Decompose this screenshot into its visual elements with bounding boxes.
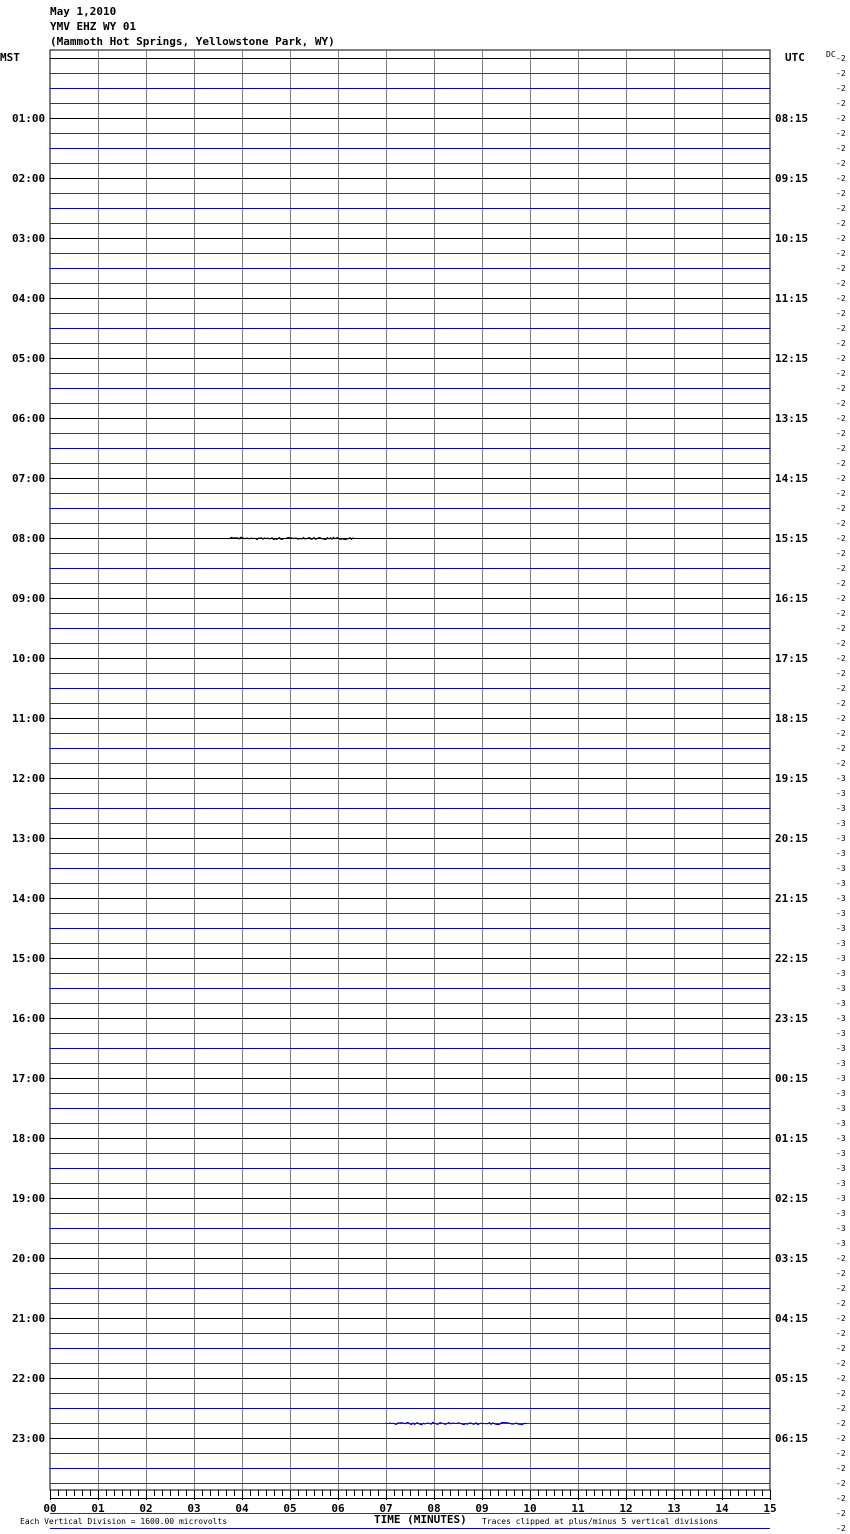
- dc-offset-label: -2: [836, 594, 846, 603]
- x-tick-label: 04: [235, 1502, 249, 1515]
- dc-offset-label: -3: [836, 1044, 846, 1053]
- dc-offset-label: -2: [836, 714, 846, 723]
- dc-offset-label: -2: [836, 414, 846, 423]
- dc-offset-label: -3: [836, 1164, 846, 1173]
- dc-offset-label: -3: [836, 909, 846, 918]
- right-hour-label: 14:15: [775, 472, 809, 485]
- dc-offset-label: -2: [836, 384, 846, 393]
- dc-offset-label: -2: [836, 114, 846, 123]
- dc-offset-label: -3: [836, 1194, 846, 1203]
- x-tick-label: 00: [43, 1502, 57, 1515]
- dc-offset-label: -2: [836, 489, 846, 498]
- dc-offset-label: -2: [836, 1314, 846, 1323]
- left-hour-label: 06:00: [12, 412, 46, 425]
- station-location: (Mammoth Hot Springs, Yellowstone Park, WY): [50, 35, 335, 48]
- right-hour-label: 16:15: [775, 592, 809, 605]
- left-hour-label: 09:00: [12, 592, 46, 605]
- dc-offset-label: -2: [836, 1449, 846, 1458]
- dc-offset-label: -2: [836, 99, 846, 108]
- dc-offset-label: -3: [836, 969, 846, 978]
- dc-offset-label: -2: [836, 1494, 846, 1503]
- dc-offset-label: -2: [836, 729, 846, 738]
- dc-offset-label: -2: [836, 129, 846, 138]
- dc-offset-label: -2: [836, 309, 846, 318]
- dc-offset-label: -3: [836, 1209, 846, 1218]
- dc-offset-label: -2: [836, 144, 846, 153]
- dc-offset-label: -2: [836, 1359, 846, 1368]
- x-tick-label: 10: [523, 1502, 537, 1515]
- dc-offset-label: -3: [836, 789, 846, 798]
- left-hour-label: 20:00: [12, 1252, 46, 1265]
- right-hour-label: 00:15: [775, 1072, 809, 1085]
- dc-offset-label: -3: [836, 1224, 846, 1233]
- dc-offset-label: -2: [836, 159, 846, 168]
- dc-offset-label: -3: [836, 954, 846, 963]
- x-tick-label: 06: [331, 1502, 345, 1515]
- dc-offset-label: -2: [836, 324, 846, 333]
- right-hour-label: 04:15: [775, 1312, 809, 1325]
- x-tick-label: 05: [283, 1502, 297, 1515]
- x-tick-label: 07: [379, 1502, 393, 1515]
- left-hour-label: 10:00: [12, 652, 46, 665]
- x-axis-title: TIME (MINUTES): [374, 1513, 467, 1526]
- dc-offset-label: -3: [836, 774, 846, 783]
- dc-offset-label: -2: [836, 174, 846, 183]
- dc-offset-label: -2: [836, 459, 846, 468]
- left-hour-label: 12:00: [12, 772, 46, 785]
- dc-offset-label: -2: [836, 1344, 846, 1353]
- left-hour-label: 13:00: [12, 832, 46, 845]
- left-hour-label: 14:00: [12, 892, 46, 905]
- right-timezone-label: UTC: [785, 51, 805, 64]
- dc-offset-label: -3: [836, 1074, 846, 1083]
- dc-offset-label: -2: [836, 1509, 846, 1518]
- dc-offset-label: -3: [836, 894, 846, 903]
- right-hour-label: 02:15: [775, 1192, 809, 1205]
- dc-offset-label: -2: [836, 1389, 846, 1398]
- right-hour-label: 01:15: [775, 1132, 809, 1145]
- left-hour-label: 21:00: [12, 1312, 46, 1325]
- x-tick-label: 09: [475, 1502, 489, 1515]
- dc-offset-label: -2: [836, 279, 846, 288]
- dc-offset-label: -2: [836, 219, 846, 228]
- dc-offset-label: -3: [836, 939, 846, 948]
- dc-offset-label: -2: [836, 429, 846, 438]
- left-hour-label: 03:00: [12, 232, 46, 245]
- dc-offset-label: -2: [836, 639, 846, 648]
- dc-offset-label: -2: [836, 354, 846, 363]
- dc-offset-label: -3: [836, 1014, 846, 1023]
- left-hour-label: 16:00: [12, 1012, 46, 1025]
- dc-offset-label: -2: [836, 1479, 846, 1488]
- dc-offset-label: -2: [836, 1284, 846, 1293]
- dc-offset-label: -3: [836, 879, 846, 888]
- x-tick-label: 08: [427, 1502, 441, 1515]
- dc-offset-label: -2: [836, 84, 846, 93]
- right-hour-label: 15:15: [775, 532, 809, 545]
- right-hour-label: 11:15: [775, 292, 809, 305]
- right-hour-label: 05:15: [775, 1372, 809, 1385]
- left-hour-label: 04:00: [12, 292, 46, 305]
- dc-offset-label: -3: [836, 1149, 846, 1158]
- dc-offset-label: -2: [836, 369, 846, 378]
- dc-offset-label: -2: [836, 1404, 846, 1413]
- dc-offset-label: -2: [836, 579, 846, 588]
- dc-offset-label: -2: [836, 264, 846, 273]
- x-tick-label: 14: [715, 1502, 729, 1515]
- dc-offset-label: -2: [836, 759, 846, 768]
- right-hour-label: 21:15: [775, 892, 809, 905]
- dc-offset-label: -3: [836, 804, 846, 813]
- right-hour-label: 23:15: [775, 1012, 809, 1025]
- right-hour-label: 19:15: [775, 772, 809, 785]
- x-tick-label: 12: [619, 1502, 633, 1515]
- dc-offset-label: -3: [836, 834, 846, 843]
- dc-offset-label: -2: [836, 564, 846, 573]
- dc-offset-label: -2: [836, 54, 846, 63]
- dc-offset-label: -3: [836, 849, 846, 858]
- right-hour-label: 10:15: [775, 232, 809, 245]
- clipping-note: Traces clipped at plus/minus 5 vertical divisions: [482, 1517, 719, 1526]
- right-hour-label: 18:15: [775, 712, 809, 725]
- dc-offset-label: -3: [836, 1179, 846, 1188]
- left-hour-label: 05:00: [12, 352, 46, 365]
- dc-offset-label: -2: [836, 234, 846, 243]
- right-hour-label: 17:15: [775, 652, 809, 665]
- dc-header-label: DC: [826, 50, 836, 59]
- dc-offset-label: -3: [836, 1134, 846, 1143]
- left-hour-label: 08:00: [12, 532, 46, 545]
- right-hour-label: 06:15: [775, 1432, 809, 1445]
- dc-offset-label: -3: [836, 924, 846, 933]
- dc-offset-label: -2: [836, 1524, 846, 1533]
- dc-offset-label: -2: [836, 1464, 846, 1473]
- dc-offset-label: -3: [836, 984, 846, 993]
- station-code: YMV EHZ WY 01: [50, 20, 137, 33]
- dc-offset-label: -3: [836, 999, 846, 1008]
- right-hour-label: 22:15: [775, 952, 809, 965]
- dc-offset-label: -2: [836, 519, 846, 528]
- x-tick-label: 11: [571, 1502, 585, 1515]
- dc-offset-label: -2: [836, 1269, 846, 1278]
- left-timezone-label: MST: [0, 51, 20, 64]
- left-hour-label: 19:00: [12, 1192, 46, 1205]
- dc-offset-label: -2: [836, 1254, 846, 1263]
- dc-offset-label: -2: [836, 444, 846, 453]
- dc-offset-label: -3: [836, 1119, 846, 1128]
- dc-offset-label: -3: [836, 1104, 846, 1113]
- dc-offset-label: -2: [836, 1434, 846, 1443]
- dc-offset-label: -2: [836, 1419, 846, 1428]
- dc-offset-label: -2: [836, 534, 846, 543]
- dc-offset-label: -2: [836, 189, 846, 198]
- left-hour-label: 11:00: [12, 712, 46, 725]
- left-hour-label: 22:00: [12, 1372, 46, 1385]
- dc-offset-label: -2: [836, 684, 846, 693]
- dc-offset-label: -2: [836, 669, 846, 678]
- dc-offset-label: -2: [836, 624, 846, 633]
- dc-offset-label: -2: [836, 609, 846, 618]
- dc-offset-label: -3: [836, 1059, 846, 1068]
- right-hour-label: 12:15: [775, 352, 809, 365]
- right-hour-label: 03:15: [775, 1252, 809, 1265]
- plot-date: May 1,2010: [50, 5, 117, 18]
- dc-offset-label: -3: [836, 819, 846, 828]
- left-hour-label: 17:00: [12, 1072, 46, 1085]
- dc-offset-label: -2: [836, 549, 846, 558]
- seismic-event-trace: [230, 537, 355, 539]
- dc-offset-label: -2: [836, 69, 846, 78]
- x-tick-label: 13: [667, 1502, 681, 1515]
- right-hour-label: 09:15: [775, 172, 809, 185]
- dc-offset-label: -3: [836, 1089, 846, 1098]
- x-tick-label: 03: [187, 1502, 201, 1515]
- scale-note: Each Vertical Division = 1600.00 microvolts: [20, 1517, 228, 1526]
- dc-offset-label: -3: [836, 1029, 846, 1038]
- left-hour-label: 15:00: [12, 952, 46, 965]
- left-hour-label: 18:00: [12, 1132, 46, 1145]
- dc-offset-label: -2: [836, 504, 846, 513]
- dc-offset-label: -2: [836, 399, 846, 408]
- dc-offset-label: -2: [836, 1329, 846, 1338]
- dc-offset-label: -2: [836, 1374, 846, 1383]
- left-hour-label: 07:00: [12, 472, 46, 485]
- left-hour-label: 23:00: [12, 1432, 46, 1445]
- dc-offset-label: -2: [836, 204, 846, 213]
- left-hour-label: 01:00: [12, 112, 46, 125]
- dc-offset-label: -2: [836, 294, 846, 303]
- x-tick-label: 15: [763, 1502, 777, 1515]
- dc-offset-label: -2: [836, 339, 846, 348]
- right-hour-label: 20:15: [775, 832, 809, 845]
- left-hour-label: 02:00: [12, 172, 46, 185]
- right-hour-label: 13:15: [775, 412, 809, 425]
- dc-offset-label: -2: [836, 699, 846, 708]
- dc-offset-label: -2: [836, 654, 846, 663]
- dc-offset-label: -2: [836, 249, 846, 258]
- dc-offset-label: -2: [836, 1299, 846, 1308]
- dc-offset-label: -3: [836, 864, 846, 873]
- x-tick-label: 02: [139, 1502, 153, 1515]
- dc-offset-label: -3: [836, 1239, 846, 1248]
- x-tick-label: 01: [91, 1502, 105, 1515]
- dc-offset-label: -2: [836, 744, 846, 753]
- right-hour-label: 08:15: [775, 112, 809, 125]
- dc-offset-label: -2: [836, 474, 846, 483]
